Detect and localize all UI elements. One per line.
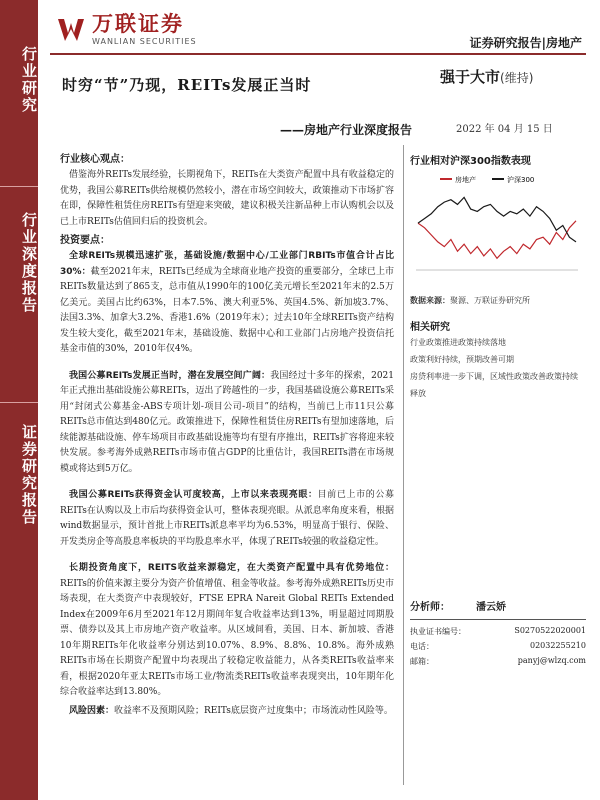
analyst-cert-row xyxy=(410,626,586,637)
rating xyxy=(440,66,533,87)
series-line-hs300 xyxy=(418,197,576,242)
analyst-name-row xyxy=(410,598,586,613)
analyst-email-row xyxy=(410,656,586,667)
sidebar-label-deep-report: 行业深度报告 xyxy=(20,212,38,314)
point-paragraph xyxy=(60,488,394,550)
point-lead: 全球REITs规模迅速扩张，基础设施/数据中心/工业部门RBITs市值合计占比30%： xyxy=(60,251,394,277)
logo-text-cn: 万联证券 xyxy=(92,12,184,36)
email-value[interactable]: panyj@wlzq.com xyxy=(517,656,586,665)
email-label: 邮箱： xyxy=(410,657,434,666)
column-divider xyxy=(403,145,404,785)
sidebar xyxy=(0,0,38,800)
report-date: 2022 年 04 月 15 日 xyxy=(456,124,553,135)
chart-legend xyxy=(440,175,534,184)
point-lead: 长期投资角度下，REITS收益来源稳定，在大类资产配置中具有优势地位： xyxy=(69,563,394,573)
sidebar-divider xyxy=(0,402,38,403)
point-text: 截至2021年末，REITs已经成为全球商业地产投资的重要部分，全球已上市REITs数量达到了865支，总市值从1990年的100亿美元增长至2021年末的2.5万亿美元。美国占比约63%，日本7.5%、澳大利亚5%、英国4.5%、新加坡3.7%、法国3.3%、加拿大3.2%、香港1.6%（2019年末）；过去10年全球REITs资产结构发生较大变化，截至2021年末，基础设施、数据中心和工业部门占房地产投资信托基金市值的30%，2010年仅4%。 xyxy=(60,266,394,354)
point-text: 我国经过十多年的探索，2021年正式推出基础设施公募REITs，迈出了跨越性的一步，我国基础设施公募REITs采用“封闭式公募基金-ABS专项计划-项目公司-项目”的结构，当前已上市11只公募REITs总市值达到480亿元。政策推进下，保障性租赁住房REITs有望加速落地，后续能源基础设施、停车场项目市政基础设施等均有望有序推出，REITs扩容将迎来较快发展。参考海外成熟REITs市场市值占GDP的比重估计，我国REITs潜在市场规模或将达到5万亿。 xyxy=(60,370,394,474)
point-text: REITs的价值来源主要分为资产价值增值、租金等收益。参考海外成熟REITs历史市场表现，在大类资产中表现较好，FTSE EPRA Nareit Global REITs Extended Index在2009年6月至2021年12月期间年复合收益率达到13%，明显超过同期股票、债券以及其上市房地产资产收益率。从区域间看，美国、日本、新加坡、香港10年期REITs年化收益率分别达到10.07%、8.9%、8.8%、10.8%。海外成熟REITs市场在长期资产配置中均表现出了较稳定收益能力，从各类REITs收益率来看，根据2020年亚太REITs市场工业/物流类REITs收益率表现突出，10年期年化综合收益率达到13.80%。 xyxy=(60,578,394,697)
report-subtitle: ——房地产行业深度报告 xyxy=(280,123,413,137)
source-label: 数据来源： xyxy=(410,296,450,305)
logo-text-en: WANLIAN SECURITIES xyxy=(92,37,197,46)
point-paragraph xyxy=(60,561,394,701)
company-logo xyxy=(58,14,197,46)
phone-label: 电话： xyxy=(410,642,434,651)
related-research-title: 相关研究 xyxy=(410,322,450,333)
point-lead: 我国公募REITs发展正当时，潜在发展空间广阔： xyxy=(69,370,271,381)
core-paragraph: 借鉴海外REITs发展经验，长期视角下，REITs在大类资产配置中具有收益稳定的优势，我国公募REITs供给规模仍然较小，潜在市场空间较大，政策推动下市场扩容在即，保障性租赁住房REITs有望迎来突破，建议积极关注新品种上市认购机会以及已上市REITs估值回归后的投资机会。 xyxy=(60,170,394,227)
cert-value: S0270522020001 xyxy=(514,626,586,635)
related-research-list xyxy=(410,334,585,402)
source-text: 聚源、万联证券研究所 xyxy=(450,296,530,305)
point-lead: 我国公募REITs获得资金认可度较高，上市以来表现亮眼： xyxy=(69,490,318,500)
relative-performance-chart xyxy=(410,170,582,288)
chart-source xyxy=(410,295,530,306)
main-column xyxy=(60,152,394,722)
rating-main: 强于大市 xyxy=(440,68,501,86)
related-item[interactable]: 房贷利率进一步下调，区域性政策改善政策持续释放 xyxy=(410,372,578,398)
analyst-block xyxy=(410,598,586,671)
legend-label-hs300: 沪深300 xyxy=(507,176,535,184)
legend-label-real-estate: 房地产 xyxy=(455,176,476,184)
analyst-name: 潘云娇 xyxy=(476,602,506,613)
analyst-role: 分析师： xyxy=(410,602,450,613)
chart-title: 行业相对沪深300指数表现 xyxy=(410,156,531,167)
cert-label: 执业证书编号： xyxy=(410,627,466,636)
risk-lead: 风险因素： xyxy=(69,705,115,716)
related-item[interactable]: 行业政策推进政策持续落地 xyxy=(410,338,506,347)
core-heading: 行业核心观点： xyxy=(60,154,130,165)
point-paragraph xyxy=(60,369,394,478)
series-line-real-estate xyxy=(418,221,576,258)
header-rule xyxy=(50,53,586,55)
report-title: 时穷“节”乃现，REITs发展正当时 xyxy=(62,76,312,94)
analyst-rule xyxy=(410,619,586,620)
wanlian-logo-icon xyxy=(58,19,84,41)
point-text: 目前已上市的公募REITs在认购以及上市后均获得资金认可，整体表现亮眼。从派息率角度来看，根据wind数据显示，预计首批上市REITs派息率平均为6.53%，明显高于银行、保险、开发类房企等高股息率板块的平均股息率水平，体现了REITs较强的收益稳定性。 xyxy=(60,490,394,547)
rating-sub: (维持) xyxy=(500,71,534,85)
sidebar-divider xyxy=(0,186,38,187)
analyst-phone-row xyxy=(410,641,586,652)
doc-type-label: 证券研究报告|房地产 xyxy=(469,36,582,50)
related-item[interactable]: 政策利好持续，预期改善可期 xyxy=(410,355,514,364)
risk-text: 收益率不及预期风险；REITs底层资产过度集中；市场流动性风险等。 xyxy=(114,705,393,716)
phone-value: 02032255210 xyxy=(530,641,586,650)
point-paragraph xyxy=(60,249,394,358)
sidebar-label-industry-research: 行业研究 xyxy=(20,46,38,114)
points-heading: 投资要点： xyxy=(60,235,110,246)
sidebar-label-securities-report: 证券研究报告 xyxy=(20,424,38,526)
risk-paragraph xyxy=(60,704,394,720)
